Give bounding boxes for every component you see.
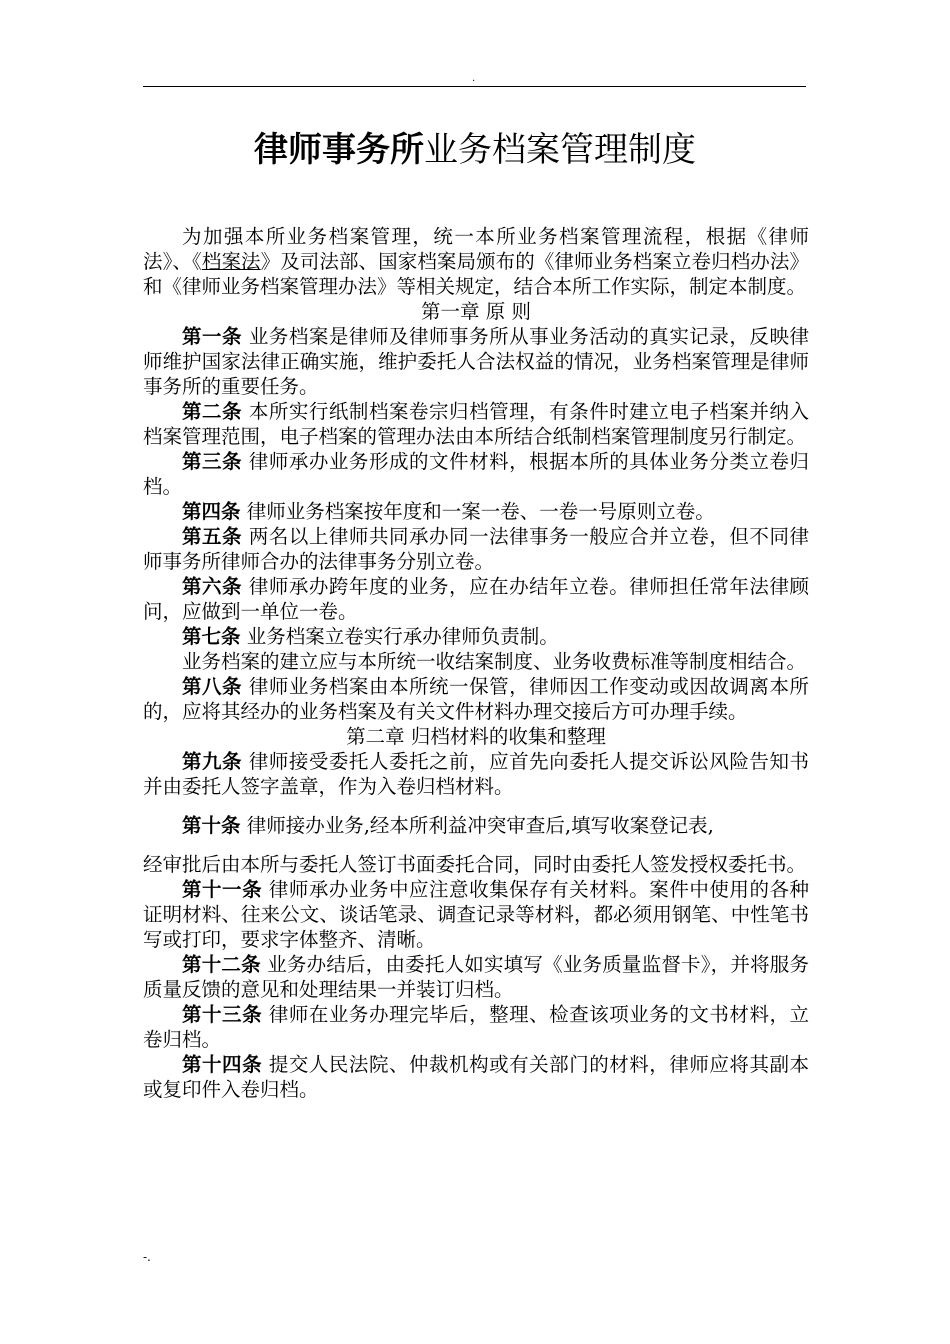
article [143, 524, 809, 574]
article [143, 574, 809, 624]
header-mark: . [472, 73, 476, 84]
article [143, 877, 809, 952]
article [143, 499, 809, 524]
article-text: 律师承办跨年度的业务，应在办结年立卷。律师担任常年法律顾问，应做到一单位一卷。 [143, 575, 809, 623]
intro-text-a: 为加强本所业务档案管理，统一本所业务档案管理流程，根据《律师法》、《 [143, 225, 809, 273]
article [143, 952, 809, 1002]
article-text: 律师接受委托人委托之前，应首先向委托人提交诉讼风险告知书并由委托人签字盖章，作为入卷归档材料。 [143, 750, 809, 798]
article-label: 第七条 [182, 625, 241, 648]
article-label: 第十二条 [182, 953, 261, 976]
title-bold-part: 律师事务所 [254, 130, 424, 170]
article-label: 第六条 [182, 575, 243, 598]
chapter-heading-1: 第一章 原 则 [421, 300, 531, 323]
article [143, 399, 809, 449]
article-text: 律师承办业务中应注意收集保存有关材料。案件中使用的各种证明材料、往来公文、谈话笔录、调查记录等材料，都必须用钢笔、中性笔书写或打印，要求字体整齐、清晰。 [143, 878, 809, 951]
document-body [143, 224, 809, 1102]
article-text: 律师承办业务形成的文件材料，根据本所的具体业务分类立卷归档。 [143, 450, 809, 498]
title-normal-part: 业务档案管理制度 [424, 130, 696, 170]
article-continuation: 经审批后由本所与委托人签订书面委托合同，同时由委托人签发授权委托书。 [143, 853, 807, 876]
article-label: 第五条 [182, 525, 243, 548]
article [143, 624, 809, 649]
law-reference-link: 档案法 [201, 250, 261, 273]
article-text: 业务办结后，由委托人如实填写《业务质量监督卡》，并将服务质量反馈的意见和处理结果一并装订归档。 [143, 953, 809, 1001]
article [143, 749, 809, 799]
article-label: 第八条 [182, 675, 243, 698]
article-label: 第三条 [182, 450, 243, 473]
article-label: 第九条 [182, 750, 243, 773]
article [143, 1002, 809, 1052]
article-text: 两名以上律师共同承办同一法律事务一般应合并立卷，但不同律师事务所律师合办的法律事务分别立卷。 [143, 525, 809, 573]
article-continuation: 业务档案的建立应与本所统一收结案制度、业务收费标准等制度相结合。 [182, 650, 807, 673]
intro-paragraph [143, 224, 809, 299]
article [143, 1052, 809, 1102]
article-label: 第一条 [182, 325, 243, 348]
page-title [0, 128, 950, 172]
article-label: 第二条 [182, 400, 243, 423]
intro-text-b: 》及司法部、国家档案局颁布的《律师业务档案立卷归档办法》和《律师业务档案管理办法》等相关规定，结合本所工作实际，制定本制度。 [143, 250, 809, 298]
article-text: 本所实行纸制档案卷宗归档管理，有条件时建立电子档案并纳入档案管理范围，电子档案的管理办法由本所结合纸制档案管理制度另行制定。 [143, 400, 809, 448]
article-text: 律师业务档案按年度和一案一卷、一卷一号原则立卷。 [246, 500, 715, 523]
article-text: 业务档案是律师及律师事务所从事业务活动的真实记录，反映律师维护国家法律正确实施，维护委托人合法权益的情况，业务档案管理是律师事务所的重要任务。 [143, 325, 809, 398]
article-text: 提交人民法院、仲裁机构或有关部门的材料，律师应将其副本或复印件入卷归档。 [143, 1053, 809, 1101]
chapter-heading-2: 第二章 归档材料的收集和整理 [346, 725, 606, 748]
article-label: 第十条 [182, 814, 241, 837]
article [143, 449, 809, 499]
article-label: 第十三条 [182, 1003, 263, 1026]
article-text: 律师接办业务,经本所利益冲突审查后,填写收案登记表, [240, 814, 714, 837]
footer-mark: -. [143, 1250, 151, 1264]
header-rule [143, 86, 806, 87]
article-label: 第十四条 [182, 1053, 263, 1076]
article [143, 674, 809, 724]
article [143, 813, 809, 838]
article-label: 第四条 [182, 500, 241, 523]
article-text: 律师在业务办理完毕后，整理、检查该项业务的文书材料，立卷归档。 [143, 1003, 809, 1051]
article [143, 324, 809, 399]
article-text: 业务档案立卷实行承办律师负责制。 [246, 625, 559, 648]
article-label: 第十一条 [182, 878, 263, 901]
article-text: 律师业务档案由本所统一保管，律师因工作变动或因故调离本所的，应将其经办的业务档案及有关文件材料办理交接后方可办理手续。 [143, 675, 809, 723]
